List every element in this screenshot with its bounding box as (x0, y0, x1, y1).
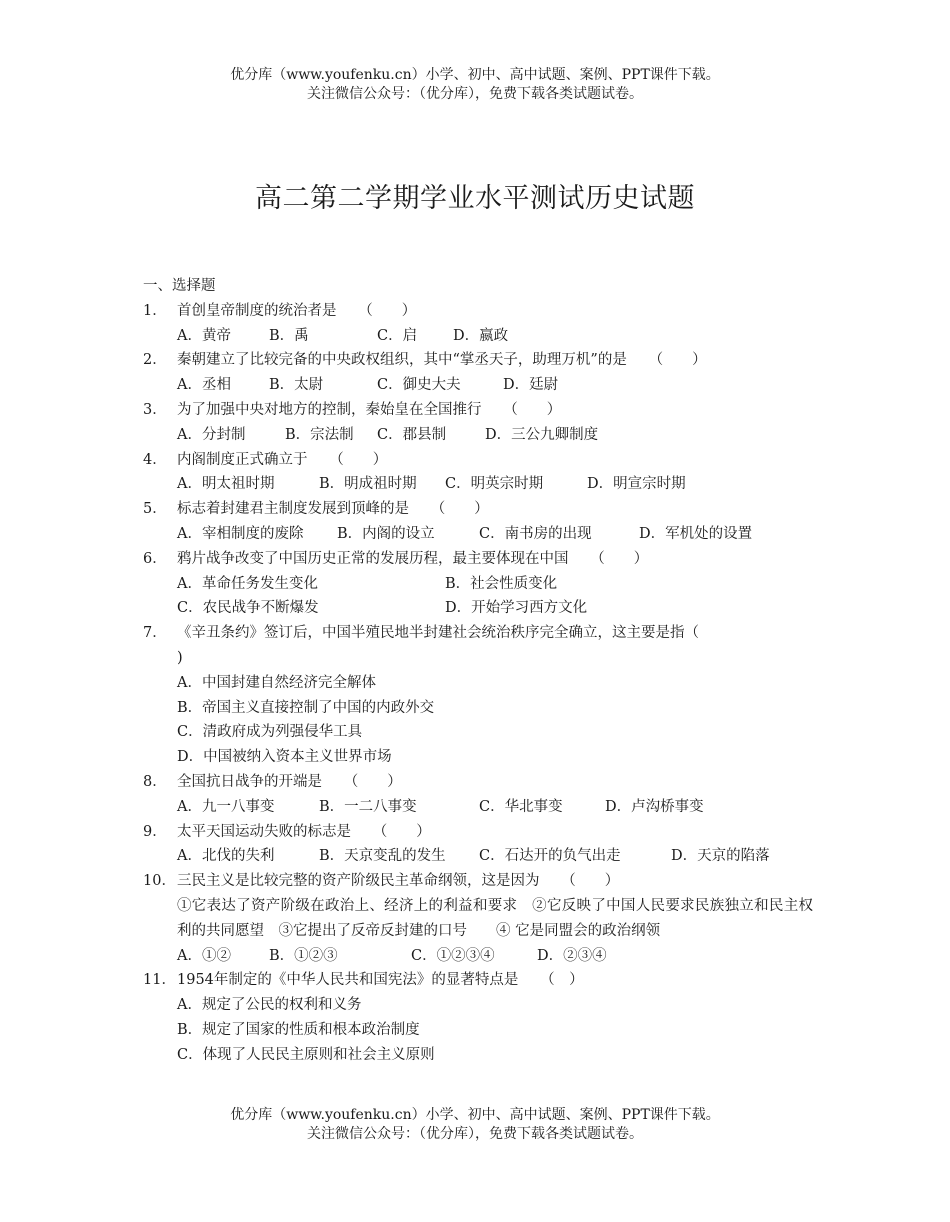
question-5 (143, 497, 813, 522)
question-10-statements: ①它表达了资产阶级在政治上、经济上的利益和要求 ②它反映了中国人民要求民族独立和民主权利的共同愿望 ③它提出了反帝反封建的口号 ④ 它是同盟会的政治纲领 (177, 897, 813, 939)
question-9-options (143, 844, 813, 869)
option-a: A．中国封建自然经济完全解体 (177, 674, 376, 691)
question-8 (143, 770, 813, 795)
question-7 (143, 621, 813, 646)
question-7-text-continued: ) (177, 649, 183, 666)
question-3-options (143, 423, 813, 448)
option-a: A．黄帝 (177, 327, 231, 344)
question-number: 1． (143, 302, 167, 319)
question-8-options (143, 795, 813, 820)
option-c: C．御史大夫 (377, 377, 461, 394)
option-a: A．革命任务发生变化 (177, 575, 318, 592)
question-text: 为了加强中央对地方的控制，秦始皇在全国推行 （ ） (177, 401, 562, 418)
footer-line-2: 关注微信公众号：（优分库），免费下载各类试题试卷。 (307, 1126, 643, 1142)
option-b: B．社会性质变化 (445, 575, 558, 592)
option-d: D．卢沟桥事变 (605, 798, 704, 815)
question-1 (143, 299, 813, 324)
question-4 (143, 448, 813, 473)
option-c: C．清政府成为列强侵华工具 (177, 724, 363, 741)
question-text: 1954年制定的《中华人民共和国宪法》的显著特点是 （ ） (177, 972, 584, 989)
option-c: C．农民战争不断爆发 (177, 600, 319, 617)
option-a: A．九一八事变 (177, 798, 275, 815)
option-d: D．天京的陷落 (671, 848, 770, 865)
question-number: 3． (143, 401, 167, 418)
option-a: A．①② (177, 947, 231, 964)
option-a: A．分封制 (177, 426, 246, 443)
option-d: D．②③④ (537, 947, 607, 964)
header-line-1: 优分库（www.youfenku.cn）小学、初中、高中试题、案例、PPT课件下载。 (230, 67, 720, 83)
option-b: B．规定了国家的性质和根本政治制度 (177, 1021, 420, 1038)
option-c: C．体现了人民民主原则和社会主义原则 (177, 1046, 435, 1063)
question-5-options (143, 522, 813, 547)
option-d: D．嬴政 (453, 327, 509, 344)
option-d: D．三公九卿制度 (485, 426, 599, 443)
question-4-options (143, 472, 813, 497)
question-2-options (143, 373, 813, 398)
option-b: B．太尉 (269, 377, 324, 394)
option-b: B．明成祖时期 (319, 476, 417, 493)
option-b: B．天京变乱的发生 (319, 848, 446, 865)
option-c: C．石达开的负气出走 (479, 848, 621, 865)
option-a: A．规定了公民的权利和义务 (177, 997, 362, 1014)
option-d: D．明宣宗时期 (587, 476, 686, 493)
question-text: 全国抗日战争的开端是 （ ） (177, 773, 402, 790)
question-10 (143, 869, 813, 894)
option-c: C．启 (377, 327, 418, 344)
question-6-options-row-1 (143, 572, 813, 597)
footer-line-1: 优分库（www.youfenku.cn）小学、初中、高中试题、案例、PPT课件下载。 (230, 1107, 720, 1123)
option-a: A．宰相制度的废除 (177, 525, 304, 542)
option-d: D．开始学习西方文化 (445, 600, 588, 617)
option-b: B．一二八事变 (319, 798, 417, 815)
option-c: C．南书房的出现 (479, 525, 592, 542)
option-a: A．丞相 (177, 377, 231, 394)
option-c: C．华北事变 (479, 798, 563, 815)
option-d: D．军机处的设置 (639, 525, 753, 542)
option-a: A．明太祖时期 (177, 476, 275, 493)
question-number: 6． (143, 550, 167, 567)
section-heading: 一、选择题 (143, 278, 216, 294)
question-6 (143, 547, 813, 572)
question-text: 太平天国运动失败的标志是 （ ） (177, 823, 431, 840)
question-number: 9． (143, 823, 167, 840)
option-b: B．内阁的设立 (337, 525, 435, 542)
option-b: B．帝国主义直接控制了中国的内政外交 (177, 699, 435, 716)
question-list (143, 274, 813, 1068)
page-header (0, 66, 950, 104)
option-b: B．宗法制 (285, 426, 354, 443)
question-text: 《辛丑条约》签订后，中国半殖民地半封建社会统治秩序完全确立，这主要是指（ (177, 625, 699, 642)
question-10-options (143, 944, 813, 969)
question-number: 2． (143, 352, 167, 369)
option-a: A．北伐的失利 (177, 848, 275, 865)
option-b: B．禹 (269, 327, 309, 344)
question-number: 8． (143, 773, 167, 790)
question-number: 5． (143, 501, 167, 518)
option-c: C．郡县制 (377, 426, 447, 443)
question-text: 三民主义是比较完整的资产阶级民主革命纲领，这是因为 （ ） (177, 873, 620, 890)
question-text: 内阁制度正式确立于 （ ） (177, 451, 388, 468)
header-line-2: 关注微信公众号：（优分库），免费下载各类试题试卷。 (307, 86, 643, 102)
question-9 (143, 820, 813, 845)
page-footer (0, 1106, 950, 1144)
option-d: D．廷尉 (503, 377, 559, 394)
question-text: 标志着封建君主制度发展到顶峰的是 （ ） (177, 501, 489, 518)
question-number: 10． (143, 873, 176, 890)
option-c: C．①②③④ (411, 947, 495, 964)
question-number: 4． (143, 451, 167, 468)
question-1-options (143, 324, 813, 349)
question-number: 7． (143, 625, 167, 642)
exam-title: 高二第二学期学业水平测试历史试题 (255, 183, 695, 214)
question-text: 秦朝建立了比较完备的中央政权组织，其中“掌丞天子，助理万机”的是 （ ） (177, 352, 707, 369)
option-b: B．①②③ (269, 947, 338, 964)
question-number: 11． (143, 972, 176, 989)
question-text: 鸦片战争改变了中国历史正常的发展历程，最主要体现在中国 （ ） (177, 550, 649, 567)
option-c: C．明英宗时期 (445, 476, 544, 493)
question-3 (143, 398, 813, 423)
question-text: 首创皇帝制度的统治者是 （ ） (177, 302, 417, 319)
question-2 (143, 348, 813, 373)
question-11 (143, 968, 813, 993)
question-6-options-row-2 (143, 596, 813, 621)
option-d: D．中国被纳入资本主义世界市场 (177, 749, 392, 766)
